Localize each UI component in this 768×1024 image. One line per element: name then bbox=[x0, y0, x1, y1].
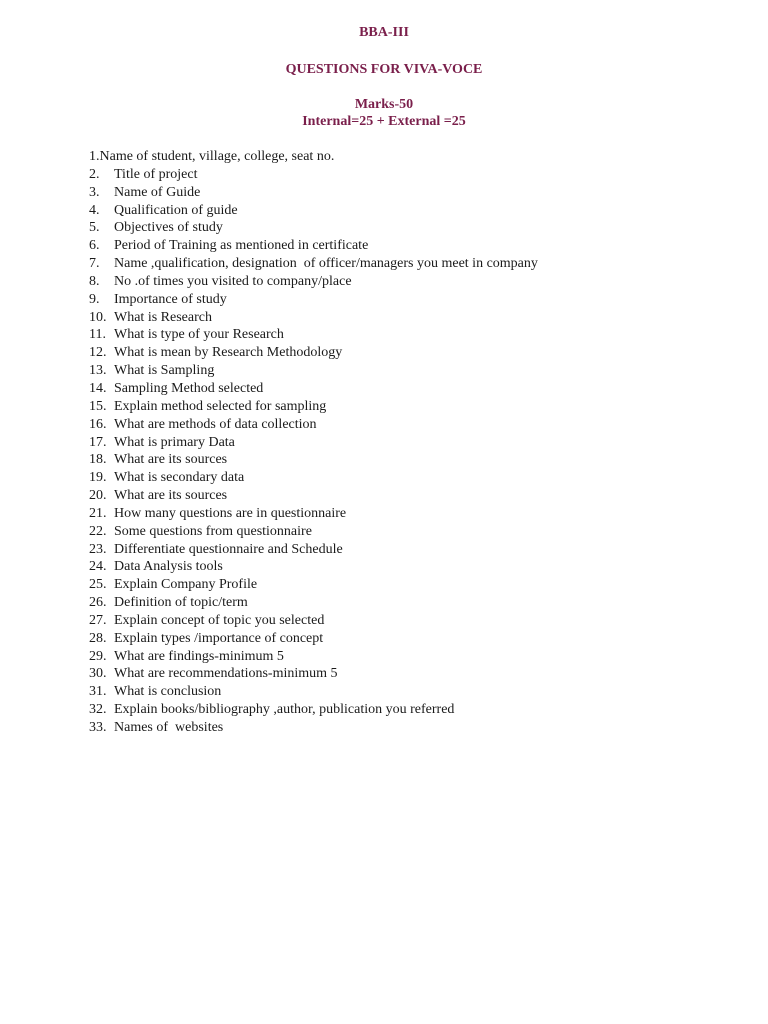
question-number: 3. bbox=[89, 184, 100, 200]
question-item bbox=[89, 594, 538, 612]
question-text: What are recommendations-minimum 5 bbox=[114, 666, 338, 682]
question-text: What is conclusion bbox=[114, 684, 222, 700]
question-text: Qualification of guide bbox=[114, 202, 238, 218]
question-number: 2. bbox=[89, 166, 100, 182]
question-text: Sampling Method selected bbox=[114, 380, 264, 396]
question-number: 4. bbox=[89, 202, 100, 218]
question-text: What is Sampling bbox=[114, 363, 215, 379]
question-number: 27. bbox=[89, 612, 107, 628]
question-text: What are methods of data collection bbox=[114, 416, 317, 432]
question-number: 20. bbox=[89, 488, 107, 504]
question-number: 18. bbox=[89, 452, 107, 468]
question-number: 7. bbox=[89, 256, 100, 272]
question-item bbox=[89, 701, 538, 719]
question-text: Name of student, village, college, seat no. bbox=[99, 149, 335, 164]
question-item bbox=[89, 505, 538, 523]
question-item bbox=[89, 451, 538, 469]
question-number: 30. bbox=[89, 666, 107, 682]
question-item bbox=[89, 166, 538, 184]
question-text: What are findings-minimum 5 bbox=[114, 648, 284, 664]
question-number: 1. bbox=[89, 149, 100, 164]
question-item bbox=[89, 255, 538, 273]
question-number: 29. bbox=[89, 648, 107, 664]
question-text: Data Analysis tools bbox=[114, 559, 223, 575]
question-number: 19. bbox=[89, 470, 107, 486]
question-number: 31. bbox=[89, 684, 107, 700]
question-item bbox=[89, 273, 538, 291]
question-item bbox=[89, 202, 538, 220]
question-text: Definition of topic/term bbox=[114, 595, 248, 611]
question-text: Explain concept of topic you selected bbox=[114, 612, 325, 628]
question-text: Name ,qualification, designation of officer/managers you meet in company bbox=[114, 256, 538, 272]
question-text: How many questions are in questionnaire bbox=[114, 505, 347, 521]
question-number: 13. bbox=[89, 363, 107, 379]
question-text: Importance of study bbox=[114, 291, 227, 307]
question-text: Differentiate questionnaire and Schedule bbox=[114, 541, 343, 557]
question-number: 10. bbox=[89, 309, 107, 325]
question-number: 22. bbox=[89, 523, 107, 539]
question-item bbox=[89, 469, 538, 487]
question-text: What is secondary data bbox=[114, 470, 245, 486]
question-item bbox=[89, 630, 538, 648]
question-item bbox=[89, 648, 538, 666]
question-number: 9. bbox=[89, 291, 100, 307]
question-text: What is primary Data bbox=[114, 434, 235, 450]
question-item bbox=[89, 398, 538, 416]
question-text: Explain method selected for sampling bbox=[114, 398, 327, 414]
question-number: 14. bbox=[89, 380, 107, 396]
question-number: 32. bbox=[89, 702, 107, 718]
question-text: What is mean by Research Methodology bbox=[114, 345, 343, 361]
question-item bbox=[89, 719, 538, 737]
question-number: 17. bbox=[89, 434, 107, 450]
question-item bbox=[89, 416, 538, 434]
question-item bbox=[89, 184, 538, 202]
question-text: No .of times you visited to company/place bbox=[114, 273, 352, 289]
question-text: Names of websites bbox=[114, 720, 224, 735]
question-item bbox=[89, 237, 538, 255]
question-number: 11. bbox=[89, 327, 106, 343]
question-number: 5. bbox=[89, 220, 100, 236]
question-item bbox=[89, 665, 538, 683]
question-item bbox=[89, 344, 538, 362]
question-item bbox=[89, 219, 538, 237]
question-text: What is type of your Research bbox=[114, 327, 284, 343]
question-number: 16. bbox=[89, 416, 107, 432]
question-number: 24. bbox=[89, 559, 107, 575]
question-item bbox=[89, 148, 538, 166]
question-text: Explain types /importance of concept bbox=[114, 630, 324, 646]
question-text: Name of Guide bbox=[114, 184, 201, 200]
question-number: 6. bbox=[89, 238, 100, 254]
page-title: QUESTIONS FOR VIVA-VOCE bbox=[285, 62, 483, 77]
question-text: Period of Training as mentioned in certificate bbox=[114, 238, 369, 254]
question-item bbox=[89, 683, 538, 701]
question-text: Title of project bbox=[114, 166, 198, 182]
question-item bbox=[89, 576, 538, 594]
question-number: 28. bbox=[89, 630, 107, 646]
question-text: Explain Company Profile bbox=[114, 577, 258, 593]
question-text: What is Research bbox=[114, 309, 212, 325]
question-text: Some questions from questionnaire bbox=[114, 523, 312, 539]
question-list bbox=[89, 148, 538, 737]
marks-heading: Marks-50 bbox=[354, 97, 414, 112]
question-item bbox=[89, 523, 538, 541]
course-heading: BBA-III bbox=[359, 25, 409, 40]
question-number: 23. bbox=[89, 541, 107, 557]
question-text: Explain books/bibliography ,author, publication you referred bbox=[114, 702, 455, 718]
question-number: 21. bbox=[89, 505, 107, 521]
question-number: 8. bbox=[89, 273, 100, 289]
question-number: 12. bbox=[89, 345, 107, 361]
question-item bbox=[89, 487, 538, 505]
question-number: 15. bbox=[89, 398, 107, 414]
question-item bbox=[89, 326, 538, 344]
question-item bbox=[89, 380, 538, 398]
question-item bbox=[89, 434, 538, 452]
question-item bbox=[89, 291, 538, 309]
question-text: What are its sources bbox=[114, 452, 228, 468]
question-text: Objectives of study bbox=[114, 220, 223, 236]
question-text: What are its sources bbox=[114, 488, 228, 504]
question-number: 26. bbox=[89, 595, 107, 611]
question-number: 25. bbox=[89, 577, 107, 593]
question-item bbox=[89, 541, 538, 559]
question-item bbox=[89, 309, 538, 327]
question-item bbox=[89, 558, 538, 576]
question-item bbox=[89, 612, 538, 630]
marks-split-heading: Internal=25 + External =25 bbox=[302, 114, 466, 129]
question-item bbox=[89, 362, 538, 380]
question-number: 33. bbox=[89, 720, 107, 735]
